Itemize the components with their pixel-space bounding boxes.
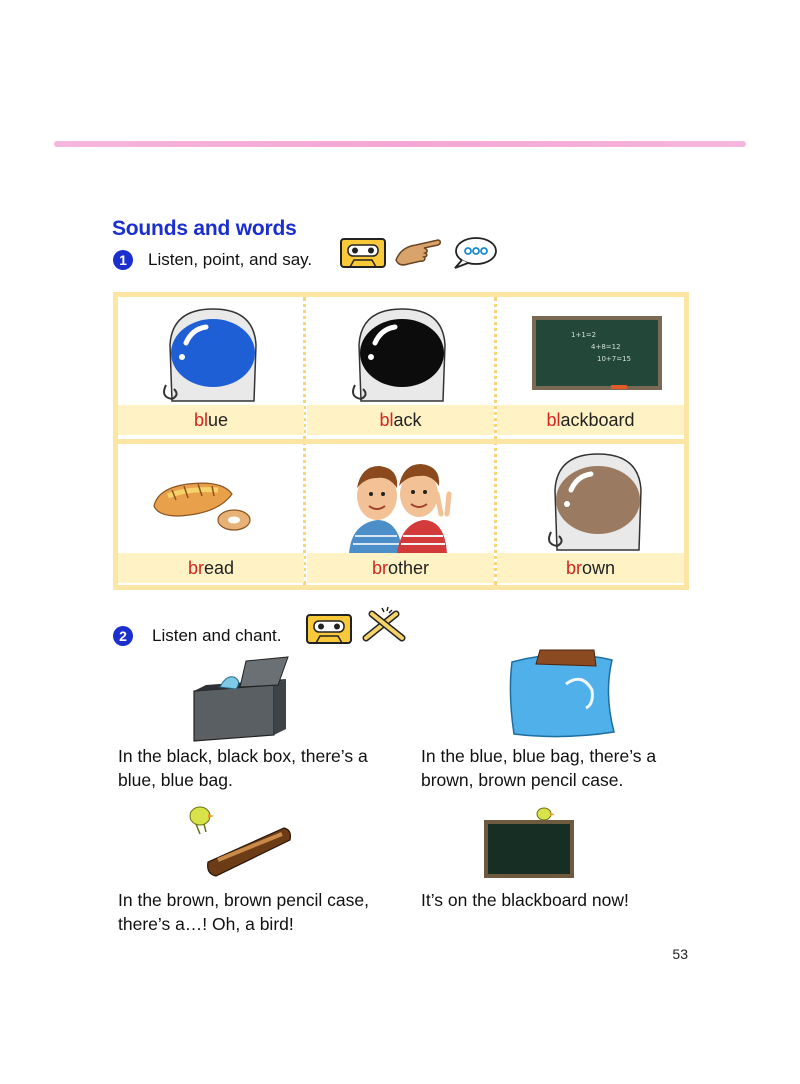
exercise-1-instruction: Listen, point, and say. xyxy=(148,250,313,269)
verse-2: In the blue, blue bag, there’s a brown, brown pencil case. xyxy=(421,746,657,790)
word-card-blue xyxy=(118,297,304,439)
word-grid xyxy=(113,292,689,590)
blackboard-picture xyxy=(531,315,663,393)
word-label-brown: brown xyxy=(497,553,684,583)
word-label-black: black xyxy=(307,405,494,435)
word-card-blackboard xyxy=(497,297,684,439)
pointing-hand-icon xyxy=(394,236,442,268)
verse-3: In the brown, brown pencil case, there’s a…! Oh, a bird! xyxy=(118,890,369,934)
verse-1: In the black, black box, there’s a blue, blue bag. xyxy=(118,746,368,790)
bird-pencil-case-picture xyxy=(178,800,298,880)
exercise-2-number: 2 xyxy=(113,626,133,646)
word-label-blackboard: blackboard xyxy=(497,405,684,435)
word-card-black xyxy=(307,297,494,439)
word-card-brown xyxy=(497,444,684,585)
cassette-icon xyxy=(340,238,386,268)
bird-blackboard-picture xyxy=(482,804,578,880)
clapping-sticks-icon xyxy=(362,606,406,642)
exercise-1-number: 1 xyxy=(113,250,133,270)
black-box-picture xyxy=(190,655,290,743)
verse-4: It’s on the blackboard now! xyxy=(421,890,629,910)
blue-ball-picture xyxy=(158,305,268,405)
bread-picture xyxy=(148,474,258,534)
page-number: 53 xyxy=(672,946,688,962)
svg-text:4+8=12: 4+8=12 xyxy=(591,343,621,351)
speech-bubble-icon xyxy=(452,236,498,270)
svg-text:10+7=15: 10+7=15 xyxy=(597,355,631,363)
word-label-brother: brother xyxy=(307,553,494,583)
word-label-blue: blue xyxy=(118,405,304,435)
header-rule xyxy=(54,141,746,147)
black-ball-picture xyxy=(347,305,457,405)
word-card-bread xyxy=(118,444,304,585)
brothers-picture xyxy=(347,454,457,554)
brown-ball-picture xyxy=(543,450,653,552)
word-label-bread: bread xyxy=(118,553,304,583)
word-card-brother xyxy=(307,444,494,585)
svg-text:1+1=2: 1+1=2 xyxy=(571,331,597,339)
exercise-2-instruction: Listen and chant. xyxy=(152,626,282,645)
blue-bag-picture xyxy=(506,644,618,740)
section-title: Sounds and words xyxy=(112,217,297,240)
cassette-icon xyxy=(306,614,352,644)
